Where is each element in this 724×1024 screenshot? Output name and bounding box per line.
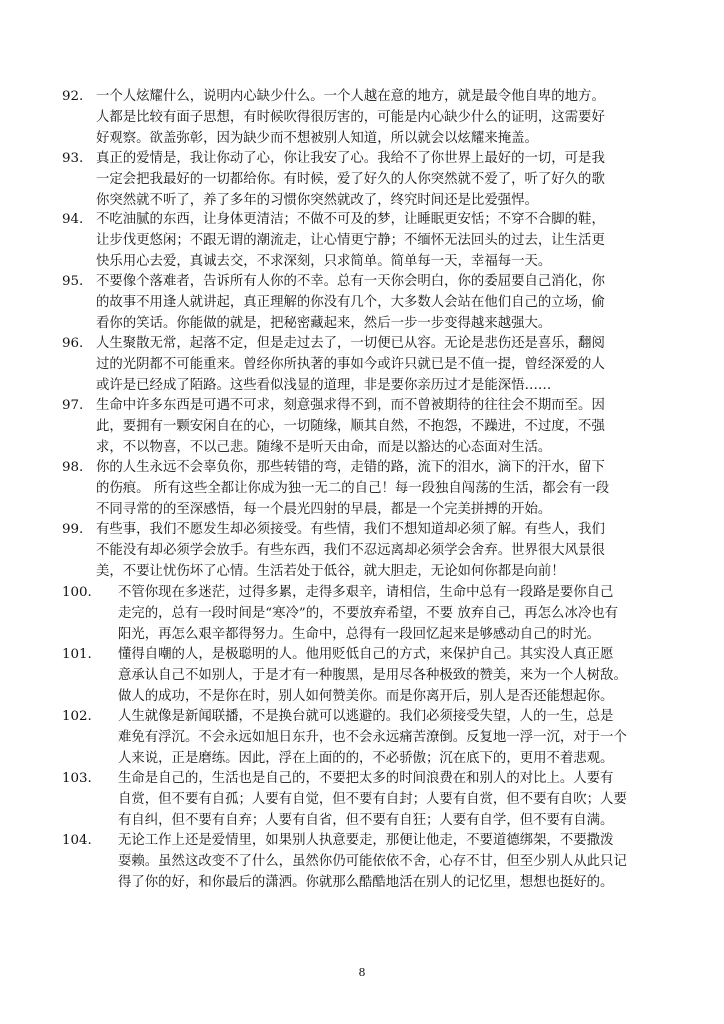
item-text: 真正的爱情是，我让你动了心，你让我安了心。我给不了你世界上最好的一切，可是我 一定会把我最好的一切都给你。有时候，爱了好久的人你突然就不爱了，听了好久的歌 你突然就不听了，养了多年的习惯你突然就改了，终究时间还是比爱强悍。	[96, 151, 605, 208]
item-text: 不吃油腻的东西，让身体更清洁；不做不可及的梦，让睡眠更安恬；不穿不合脚的鞋， 让步伐更悠闲；不跟无谓的潮流走，让心情更宁静；不缅怀无法回头的过去，让生活更 快乐用心去爱，真诚去交，不求深刻，只求简单。简单每一天，幸福每一天。	[96, 212, 605, 269]
list-item	[62, 644, 682, 707]
list-item	[62, 333, 682, 396]
list-item	[62, 830, 682, 893]
item-number: 97.	[62, 398, 84, 413]
item-number: 103.	[62, 771, 92, 786]
item-text: 不要像个落难者，告诉所有人你的不幸。总有一天你会明白，你的委屈要自己消化，你 的故事不用逢人就讲起，真正理解的你没有几个，大多数人会站在他们自己的立场，偷 看你的笑话。你能做的就是，把秘密藏起来，然后一步一步变得越来越强大。	[96, 274, 605, 331]
item-number: 96.	[62, 336, 84, 351]
item-number: 98.	[62, 460, 84, 475]
item-text: 你的人生永远不会辜负你，那些转错的弯，走错的路，流下的泪水，滴下的汗水，留下 的伤痕。 所有这些全都让你成为独一无二的自己！每一段独自闯荡的生活，都会有一段 不同寻常的的至深感悟，每一个晨光四射的早晨，都是一个完美拼搏的开始。	[96, 460, 610, 517]
item-number: 92.	[62, 89, 84, 104]
list-item	[62, 86, 682, 149]
item-number: 104.	[62, 833, 92, 848]
item-number: 101.	[62, 647, 92, 662]
item-number: 100.	[62, 585, 92, 600]
list-item	[62, 395, 682, 458]
item-text: 人生聚散无常，起落不定，但是走过去了，一切便已从容。无论是悲伤还是喜乐，翻阅 过的光阴都不可能重来。曾经你所执著的事如今或许只就已是不值一提，曾经深爱的人 或许是已经成了陌路。这些看似浅显的道理，非是要你亲历过才是能深悟……	[96, 336, 605, 393]
item-text: 不管你现在多迷茫，过得多累，走得多艰辛，请相信，生命中总有一段路是要你自己 走完的，总有一段时间是“寒冷”的，不要放弃希望，不要 放弃自己，再怎么冰冷也有 阳光，再怎么艰辛都得努力。生命中，总得有一段回忆起来是够感动自己的时光。	[118, 585, 619, 642]
item-text: 无论工作上还是爱情里，如果别人执意要走，那便让他走，不要道德绑架，不要撒泼 耍赖。虽然这改变不了什么，虽然你仍可能依依不舍，心存不甘，但至少别人从此只记 得了你的好，和你最后的潇洒。你就那么酷酷地活在别人的记忆里，想想也挺好的。	[118, 833, 627, 890]
item-number: 99.	[62, 522, 84, 537]
list-item	[62, 271, 682, 334]
item-number: 94.	[62, 212, 84, 227]
list-item	[62, 519, 682, 582]
item-number: 102.	[62, 709, 92, 724]
page-number: 8	[358, 966, 366, 979]
item-text: 生命是自己的，生活也是自己的，不要把太多的时间浪费在和别人的对比上。人要有 自赏，但不要有自孤；人要有自觉，但不要有自封；人要有自赏，但不要有自吹；人要 有自纠，但不要有自弃；人要有自省，但不要有自狂；人要有自学，但不要有自满。	[118, 771, 627, 828]
item-number: 95.	[62, 274, 84, 289]
list-item	[62, 582, 682, 645]
item-text: 懂得自嘲的人，是极聪明的人。他用贬低自己的方式，来保护自己。其实没人真正愿 意承认自己不如别人，于是才有一种腹黑，是用尽各种极致的赞美，来为一个人树敌。 做人的成功，不是你在时，别人如何赞美你。而是你离开后，别人是否还能想起你。	[118, 647, 627, 704]
list-item	[62, 209, 682, 272]
item-text: 一个人炫耀什么，说明内心缺少什么。一个人越在意的地方，就是最令他自卑的地方。 人都是比较有面子思想，有时候吹得很厉害的，可能是内心缺少什么的证明，这需要好 好观察。欲盖弥彰，因为缺少而不想被别人知道，所以就会以炫耀来掩盖。	[96, 89, 605, 146]
list-item	[62, 706, 682, 769]
item-text: 生命中许多东西是可遇不可求，刻意强求得不到，而不曾被期待的往往会不期而至。因 此，要拥有一颗安闲自在的心，一切随缘，顺其自然，不抱怨，不躁进，不过度，不强 求，不以物喜，不以己悲。随缘不是听天由命，而是以豁达的心态面对生活。	[96, 398, 605, 455]
item-text: 有些事，我们不愿发生却必须接受。有些情，我们不想知道却必须了解。有些人，我们 不能没有却必须学会放手。有些东西，我们不忍远离却必须学会舍弃。世界很大风景很 美，不要让忧伤坏了心情。生活若处于低谷，就大胆走，无论如何你都是向前！	[96, 522, 605, 579]
item-text: 人生就像是新闻联播，不是换台就可以逃避的。我们必须接受失望，人的一生，总是 难免有浮沉。不会永远如旭日东升，也不会永远痛苦潦倒。反复地一浮一沉，对于一个 人来说，正是磨练。因此，浮在上面的的，不必骄傲；沉在底下的，更用不着悲观。	[118, 709, 627, 766]
item-number: 93.	[62, 151, 84, 166]
list-item	[62, 148, 682, 211]
list-item	[62, 457, 682, 520]
list-item	[62, 768, 682, 831]
